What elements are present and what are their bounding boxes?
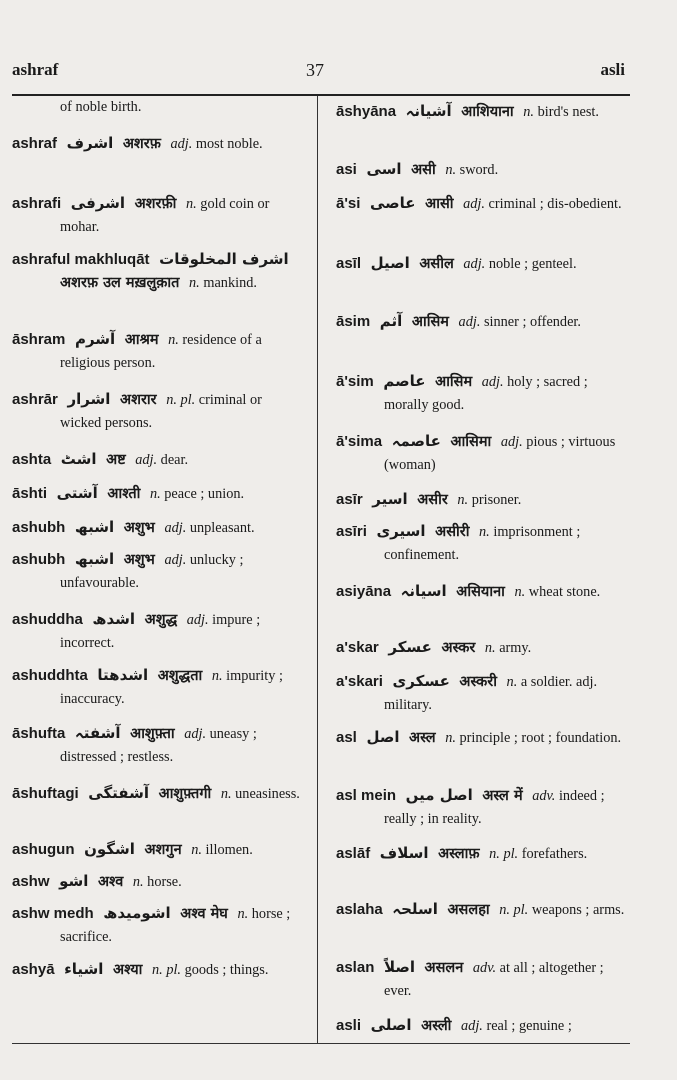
entry-urdu: اصلاً (383, 958, 415, 976)
entry-headword: aslāf (336, 845, 371, 862)
entry-part-of-speech: n. (237, 906, 249, 922)
entry-part-of-speech: adj. (458, 314, 481, 330)
dictionary-entry (336, 898, 626, 922)
entry-hindi: असीरी (435, 524, 470, 540)
entry-hindi: असीर (417, 492, 448, 508)
entry-urdu: اشرف (66, 134, 114, 152)
footer-rule (12, 1043, 630, 1044)
dictionary-entry (336, 726, 626, 750)
entry-urdu: عسکری (392, 672, 450, 690)
entry-part-of-speech: n. (132, 874, 144, 890)
entry-definition: indeed ; really ; in reality. (384, 788, 605, 827)
entry-part-of-speech: adj. (463, 196, 485, 212)
entry-part-of-speech: adj. (463, 256, 486, 272)
entry-definition: criminal ; dis-obedient. (488, 196, 622, 212)
entry-hindi: अश्या (113, 962, 143, 978)
entry-hindi: असलन (424, 960, 464, 976)
entry-hindi: आशुफ़्तगी (158, 786, 212, 802)
entry-hindi: अशुद्ध (144, 612, 178, 628)
entry-part-of-speech: n. (484, 640, 496, 656)
entry-headword: ashubh (12, 519, 66, 536)
entry-hindi: असी (411, 162, 436, 178)
entry-hindi: अशुभ (123, 552, 155, 568)
dictionary-entry (12, 516, 306, 540)
entry-definition: pious ; virtuous (woman) (384, 434, 616, 473)
entry-part-of-speech: adj. (481, 374, 504, 390)
dictionary-entry (336, 580, 626, 604)
dictionary-entry (336, 636, 626, 660)
dictionary-entry (336, 956, 626, 1003)
entry-urdu: اشدھتا (97, 666, 149, 684)
right-running-headword: asli (600, 60, 625, 79)
dictionary-entry (336, 670, 626, 717)
entry-urdu: اصلی (370, 1016, 412, 1034)
entry-urdu: اشرار (67, 390, 111, 408)
entry-part-of-speech: n. (185, 196, 197, 212)
dictionary-entry (12, 328, 306, 375)
entry-urdu: عاصم (383, 372, 426, 390)
entry-headword: asīl (336, 255, 362, 272)
entry-headword: ashrār (12, 391, 58, 408)
entry-urdu: اسیری (376, 522, 426, 540)
dictionary-entry (12, 192, 306, 239)
entry-headword: asl mein (336, 787, 397, 804)
dictionary-entry (336, 310, 626, 334)
entry-part-of-speech: n. pl. (152, 962, 182, 978)
entry-part-of-speech: n. (523, 104, 534, 120)
entry-part-of-speech: n. pl. (499, 902, 529, 918)
entry-definition: horse. (147, 874, 182, 890)
entry-urdu: آشیانہ (405, 102, 452, 120)
entry-headword: ashugun (12, 841, 75, 858)
dictionary-entry (12, 388, 306, 435)
entry-urdu: اصل میں (405, 786, 473, 804)
entry-urdu: آشتی (56, 484, 98, 502)
entry-part-of-speech: adj. (461, 1018, 483, 1034)
entry-hindi: आशुफ़्ता (130, 726, 175, 742)
entry-urdu: اسی (366, 160, 402, 178)
entry-definition: mankind. (203, 275, 257, 291)
left-running-headword: ashraf (12, 60, 59, 79)
entry-definition: sword. (459, 162, 499, 178)
entry-definition: real ; genuine ; (486, 1018, 572, 1034)
dictionary-entry (336, 520, 626, 567)
entry-part-of-speech: n. (445, 730, 456, 746)
entry-urdu: اشیاء (64, 960, 104, 978)
entry-hindi: अस्ली (421, 1018, 452, 1034)
dictionary-entry (336, 192, 626, 216)
entry-hindi: अशरफ़ी (134, 196, 177, 212)
dictionary-entry (12, 838, 306, 862)
entry-hindi: अष्ट (106, 452, 126, 468)
dictionary-entry (12, 248, 306, 295)
entry-definition: forefathers. (521, 846, 588, 862)
entry-definition: most noble. (195, 136, 263, 152)
dictionary-entry (12, 902, 306, 949)
entry-definition: noble ; genteel. (488, 256, 577, 272)
entry-definition: of noble birth. (60, 99, 142, 115)
dictionary-entry (336, 430, 626, 477)
entry-definition: holy ; sacred ; morally good. (384, 374, 588, 413)
dictionary-entry (336, 1014, 626, 1038)
dictionary-entry (12, 870, 306, 894)
entry-urdu: اشبھ (74, 518, 115, 536)
entry-part-of-speech: n. (479, 524, 490, 540)
entry-hindi: अस्कर (441, 640, 476, 656)
entry-headword: a'skar (336, 639, 379, 656)
entry-part-of-speech: adj. (500, 434, 523, 450)
dictionary-entry (12, 96, 306, 119)
entry-urdu: اشرف المخلوقات (159, 250, 289, 268)
entry-definition: prisoner. (471, 492, 522, 508)
entry-part-of-speech: n. (149, 486, 161, 502)
entry-headword: ashraf (12, 135, 58, 152)
entry-urdu: عاصمہ (391, 432, 441, 450)
entry-hindi: असियाना (456, 584, 505, 600)
entry-hindi: अशरफ़ (122, 136, 161, 152)
entry-definition: weapons ; arms. (531, 902, 625, 918)
entry-urdu: اسلحہ (392, 900, 438, 918)
dictionary-entry (12, 782, 306, 806)
entry-headword: ashw medh (12, 905, 94, 922)
entry-part-of-speech: adv. (472, 960, 497, 976)
entry-hindi: अशुभ (123, 520, 155, 536)
column-divider (317, 96, 318, 1043)
entry-urdu: آشرم (74, 330, 116, 348)
dictionary-entry (336, 842, 626, 866)
entry-part-of-speech: n. (189, 275, 200, 291)
entry-part-of-speech: n. (506, 674, 518, 690)
entry-headword: āshuftagi (12, 785, 79, 802)
entry-urdu: اشومیدھ (103, 904, 171, 922)
entry-hindi: अश्व मेघ (180, 906, 228, 922)
entry-headword: āshram (12, 331, 66, 348)
dictionary-entry (12, 722, 306, 769)
entry-headword: asi (336, 161, 357, 178)
entry-definition: gold coin or mohar. (60, 196, 270, 235)
entry-headword: a'skari (336, 673, 383, 690)
entry-headword: ashrafi (12, 195, 62, 212)
entry-definition: uneasiness. (235, 786, 300, 802)
entry-part-of-speech: adj. (135, 452, 158, 468)
entry-definition: illomen. (205, 842, 253, 858)
entry-definition: criminal or wicked persons. (60, 392, 262, 431)
entry-part-of-speech: adj. (170, 136, 193, 152)
entry-definition: bird's nest. (537, 104, 599, 120)
entry-hindi: आसी (425, 196, 454, 212)
entry-headword: asiyāna (336, 583, 392, 600)
entry-definition: unpleasant. (189, 520, 255, 536)
entry-hindi: आसिमा (450, 434, 492, 450)
entry-urdu: عسکر (388, 638, 432, 656)
dictionary-entry (12, 448, 306, 472)
entry-headword: aslaha (336, 901, 383, 918)
entry-definition: a soldier. adj. military. (384, 674, 598, 713)
entry-urdu: اصل (366, 728, 400, 746)
entry-headword: ā'sima (336, 433, 383, 450)
entry-hindi: अशरार (120, 392, 157, 408)
entry-urdu: اشگون (84, 840, 135, 858)
entry-urdu: اشرفی (70, 194, 126, 212)
entry-part-of-speech: adj. (164, 552, 187, 568)
entry-part-of-speech: n. pl. (489, 846, 519, 862)
entry-part-of-speech: adj. (186, 612, 209, 628)
dictionary-entry (336, 158, 626, 182)
entry-headword: āshyāna (336, 103, 397, 120)
entry-definition: peace ; union. (164, 486, 245, 502)
entry-headword: ashraful makhluqāt (12, 251, 150, 268)
entry-part-of-speech: n. (191, 842, 202, 858)
entry-hindi: अस्ल में (482, 788, 523, 804)
entry-urdu: اشو (59, 872, 89, 890)
entry-part-of-speech: n. (211, 668, 223, 684)
entry-hindi: आसिम (411, 314, 449, 330)
entry-part-of-speech: adv. (532, 788, 556, 804)
entry-hindi: असील (419, 256, 454, 272)
entry-definition: wheat stone. (528, 584, 601, 600)
entry-urdu: آثم (379, 312, 403, 330)
entry-definition: uneasy ; distressed ; restless. (60, 726, 257, 765)
entry-part-of-speech: adj. (164, 520, 187, 536)
entry-headword: āshufta (12, 725, 66, 742)
entry-definition: residence of a religious person. (60, 332, 262, 371)
entry-headword: āshti (12, 485, 48, 502)
entry-headword: ashw (12, 873, 50, 890)
entry-headword: asīri (336, 523, 367, 540)
dictionary-entry (12, 664, 306, 711)
entry-definition: at all ; altogether ; ever. (384, 960, 604, 999)
entry-definition: imprisonment ; confinement. (384, 524, 581, 563)
entry-hindi: अशरफ़ उल मख़लुक़ात (60, 275, 180, 291)
entry-urdu: اشبھ (74, 550, 115, 568)
entry-headword: ashuddha (12, 611, 83, 628)
dictionary-entry (12, 548, 306, 595)
entry-definition: dear. (160, 452, 189, 468)
entry-definition: impure ; incorrect. (60, 612, 261, 651)
entry-headword: asīr (336, 491, 363, 508)
entry-definition: goods ; things. (184, 962, 269, 978)
entry-part-of-speech: n. (168, 332, 179, 348)
entry-urdu: آشفتہ (74, 724, 121, 742)
entry-hindi: असलहा (447, 902, 490, 918)
entry-hindi: आसिम (435, 374, 473, 390)
dictionary-entry (336, 488, 626, 512)
entry-headword: asli (336, 1017, 362, 1034)
entry-urdu: اشٹ (60, 450, 97, 468)
entry-urdu: اسیر (372, 490, 408, 508)
dictionary-entry (12, 482, 306, 506)
entry-part-of-speech: adj. (184, 726, 207, 742)
dictionary-entry (336, 784, 626, 831)
entry-hindi: अस्करी (459, 674, 497, 690)
entry-urdu: اصیل (370, 254, 410, 272)
entry-urdu: عاصی (370, 194, 416, 212)
entry-definition: unlucky ; unfavourable. (60, 552, 244, 591)
entry-headword: aslan (336, 959, 375, 976)
entry-part-of-speech: n. pl. (166, 392, 196, 408)
entry-headword: ashta (12, 451, 52, 468)
entry-definition: impurity ; inaccuracy. (60, 668, 283, 707)
entry-hindi: आशियाना (461, 104, 514, 120)
entry-definition: sinner ; offender. (483, 314, 581, 330)
dictionary-entry (12, 132, 306, 156)
dictionary-entry (336, 100, 626, 124)
entry-headword: ashubh (12, 551, 66, 568)
entry-definition: horse ; sacrifice. (60, 906, 291, 945)
entry-hindi: अशुद्धता (157, 668, 203, 684)
entry-headword: asl (336, 729, 357, 746)
entry-headword: āsim (336, 313, 371, 330)
entry-headword: ā'si (336, 195, 361, 212)
entry-urdu: اسلاف (379, 844, 429, 862)
dictionary-entry (336, 252, 626, 276)
dictionary-entry (12, 608, 306, 655)
entry-headword: ā'sim (336, 373, 374, 390)
entry-urdu: اشدھ (92, 610, 136, 628)
entry-part-of-speech: n. (457, 492, 469, 508)
entry-hindi: अश्व (97, 874, 124, 890)
entry-definition: army. (499, 640, 532, 656)
dictionary-entry (336, 370, 626, 417)
entry-headword: ashyā (12, 961, 55, 978)
dictionary-entry (12, 958, 306, 982)
entry-hindi: अस्लाफ़ (438, 846, 480, 862)
entry-urdu: اسیانہ (400, 582, 447, 600)
entry-part-of-speech: n. (514, 584, 526, 600)
entry-part-of-speech: n. (445, 162, 457, 178)
page-number: 37 (306, 60, 324, 80)
entry-hindi: अशगुन (144, 842, 182, 858)
entry-definition: principle ; root ; foundation. (459, 730, 622, 746)
entry-hindi: अस्ल (409, 730, 436, 746)
entry-part-of-speech: n. (220, 786, 232, 802)
page-header (0, 0, 677, 95)
entry-hindi: आश्रम (124, 332, 159, 348)
entry-hindi: आश्ती (107, 486, 141, 502)
entry-headword: ashuddhta (12, 667, 88, 684)
entry-urdu: آشفتگی (88, 784, 149, 802)
